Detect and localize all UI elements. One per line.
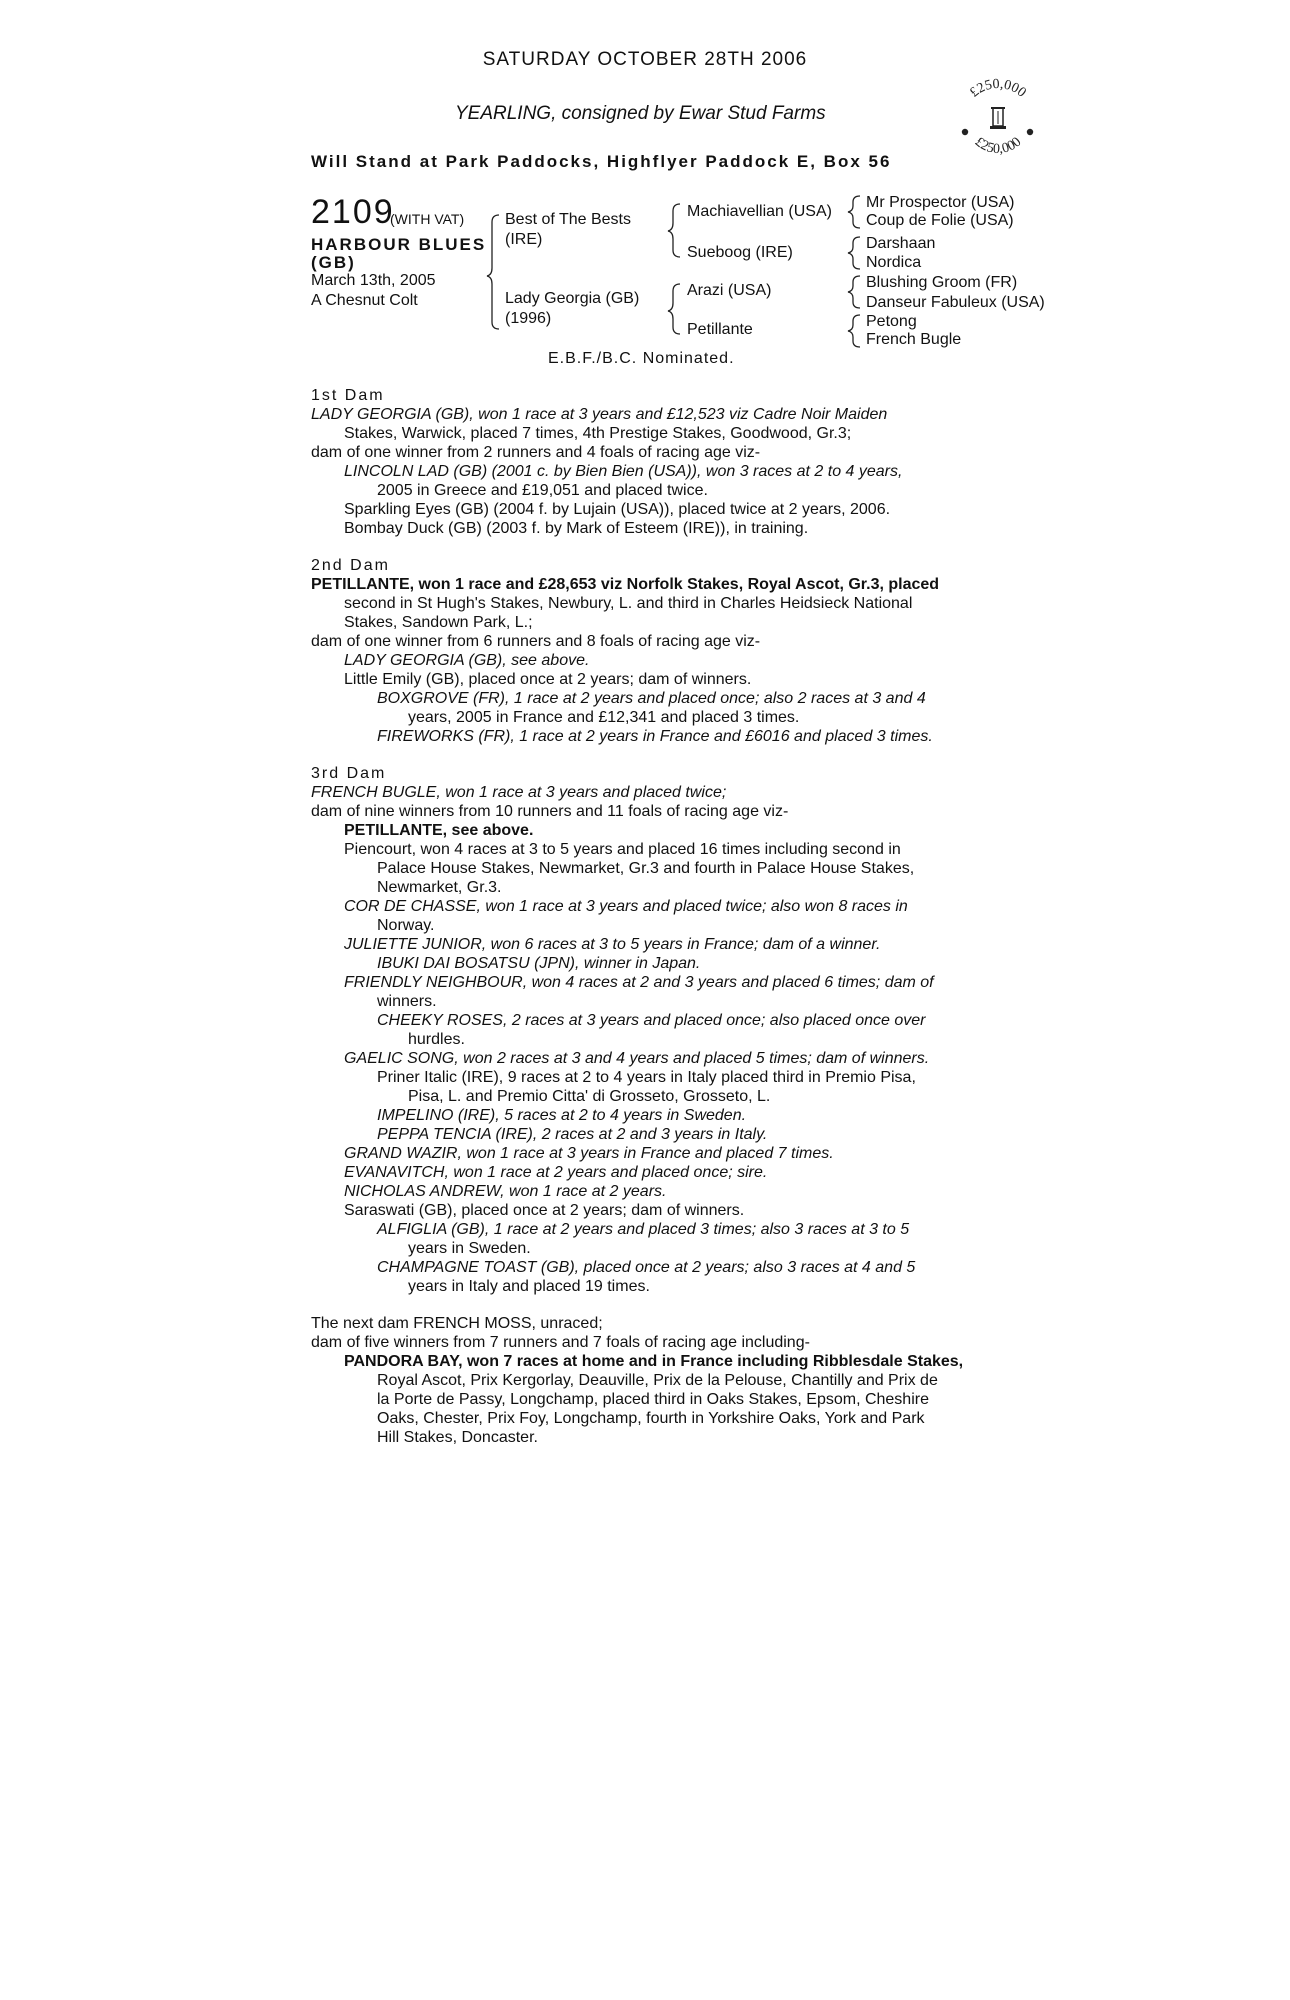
first-dam-line: LINCOLN LAD (GB) (2001 c. by Bien Bien (USA)), won 3 races at 2 to 4 years, [344, 463, 903, 480]
second-dam-line: years, 2005 in France and £12,341 and placed 3 times. [408, 709, 800, 726]
next-dam-line: PANDORA BAY, won 7 races at home and in France including Ribblesdale Stakes, [344, 1353, 964, 1370]
dam-dam-dam: French Bugle [866, 331, 962, 348]
third-dam-line: years in Sweden. [408, 1240, 531, 1257]
sire-sire-dam: Coup de Folie (USA) [866, 212, 1014, 229]
third-dam-line: IMPELINO (IRE), 5 races at 2 to 4 years in Sweden. [377, 1107, 747, 1124]
horse-country: (GB) [311, 253, 356, 272]
horse-name: HARBOUR BLUES [311, 235, 487, 254]
second-dam-line: LADY GEORGIA (GB), see above. [344, 652, 590, 669]
third-dam-line: IBUKI DAI BOSATSU (JPN), winner in Japan. [377, 955, 701, 972]
dam-dam-sire: Petong [866, 313, 917, 330]
third-dam-line: dam of nine winners from 10 runners and 11 foals of racing age viz- [311, 803, 789, 820]
third-dam-line: ALFIGLIA (GB), 1 race at 2 years and placed 3 times; also 3 races at 3 to 5 [377, 1221, 910, 1238]
third-dam-line: winners. [377, 993, 437, 1010]
next-dam-line: dam of five winners from 7 runners and 7 foals of racing age including- [311, 1334, 810, 1351]
pedigree-brackets [0, 0, 1290, 400]
dam-sire: Arazi (USA) [687, 282, 772, 299]
dam-sire-dam: Danseur Fabuleux (USA) [866, 294, 1045, 311]
second-dam-line: second in St Hugh's Stakes, Newbury, L. and third in Charles Heidsieck National [344, 595, 913, 612]
sire-sire: Machiavellian (USA) [687, 203, 832, 220]
vat-note: (WITH VAT) [390, 211, 465, 227]
sire-dam: Sueboog (IRE) [687, 244, 793, 261]
third-dam-line: CHAMPAGNE TOAST (GB), placed once at 2 years; also 3 races at 4 and 5 [377, 1259, 916, 1276]
second-dam-line: PETILLANTE, won 1 race and £28,653 viz Norfolk Stakes, Royal Ascot, Gr.3, placed [311, 576, 940, 593]
horse-description: A Chesnut Colt [311, 292, 418, 309]
consignment-line: YEARLING, consigned by Ewar Stud Farms [455, 103, 826, 124]
first-dam-heading: 1st Dam [311, 387, 385, 404]
third-dam-line: Priner Italic (IRE), 9 races at 2 to 4 years in Italy placed third in Premio Pisa, [377, 1069, 916, 1086]
third-dam-line: Piencourt, won 4 races at 3 to 5 years and placed 16 times including second in [344, 841, 901, 858]
sire-sire-sire: Mr Prospector (USA) [866, 194, 1015, 211]
third-dam-line: GAELIC SONG, won 2 races at 3 and 4 years and placed 5 times; dam of winners. [344, 1050, 930, 1067]
first-dam-line: dam of one winner from 2 runners and 4 foals of racing age viz- [311, 444, 761, 461]
foaling-date: March 13th, 2005 [311, 272, 436, 289]
next-dam-line: Hill Stakes, Doncaster. [377, 1429, 538, 1446]
sire-name: Best of The Bests [505, 211, 631, 228]
sire-country: (IRE) [505, 231, 543, 248]
first-dam-line: Stakes, Warwick, placed 7 times, 4th Prestige Stakes, Goodwood, Gr.3; [344, 425, 852, 442]
first-dam-line: Sparkling Eyes (GB) (2004 f. by Lujain (USA)), placed twice at 2 years, 2006. [344, 501, 891, 518]
next-dam-line: The next dam FRENCH MOSS, unraced; [311, 1315, 603, 1332]
second-dam-line: dam of one winner from 6 runners and 8 foals of racing age viz- [311, 633, 761, 650]
second-dam-line: Stakes, Sandown Park, L.; [344, 614, 533, 631]
third-dam-line: Newmarket, Gr.3. [377, 879, 502, 896]
third-dam-line: Palace House Stakes, Newmarket, Gr.3 and fourth in Palace House Stakes, [377, 860, 915, 877]
stand-location: Will Stand at Park Paddocks, Highflyer Paddock E, Box 56 [311, 152, 892, 171]
third-dam-line: Saraswati (GB), placed once at 2 years; dam of winners. [344, 1202, 745, 1219]
third-dam-line: EVANAVITCH, won 1 race at 2 years and placed once; sire. [344, 1164, 768, 1181]
sale-date: SATURDAY OCTOBER 28TH 2006 [482, 49, 808, 70]
third-dam-line: Pisa, L. and Premio Citta' di Grosseto, Grosseto, L. [408, 1088, 771, 1105]
third-dam-line: PEPPA TENCIA (IRE), 2 races at 2 and 3 years in Italy. [377, 1126, 768, 1143]
third-dam-line: COR DE CHASSE, won 1 race at 3 years and placed twice; also won 8 races in [344, 898, 908, 915]
third-dam-line: PETILLANTE, see above. [344, 822, 534, 839]
dam-dam: Petillante [687, 321, 753, 338]
second-dam-line: Little Emily (GB), placed once at 2 years; dam of winners. [344, 671, 752, 688]
third-dam-line: FRENCH BUGLE, won 1 race at 3 years and placed twice; [311, 784, 727, 801]
seal-bottom-text: £250,000 [971, 134, 1025, 158]
first-dam-line: LADY GEORGIA (GB), won 1 race at 3 years and £12,523 viz Cadre Noir Maiden [311, 406, 888, 423]
dam-name: Lady Georgia (GB) [505, 290, 640, 307]
dam-year: (1996) [505, 310, 552, 327]
first-dam-line: Bombay Duck (GB) (2003 f. by Mark of Esteem (IRE)), in training. [344, 520, 809, 537]
next-dam-line: Oaks, Chester, Prix Foy, Longchamp, fourth in Yorkshire Oaks, York and Park [377, 1410, 925, 1427]
third-dam-line: hurdles. [408, 1031, 465, 1048]
third-dam-line: FRIENDLY NEIGHBOUR, won 4 races at 2 and 3 years and placed 6 times; dam of [344, 974, 934, 991]
nomination-note: E.B.F./B.C. Nominated. [548, 350, 735, 367]
third-dam-line: Norway. [377, 917, 435, 934]
third-dam-line: GRAND WAZIR, won 1 race at 3 years in France and placed 7 times. [344, 1145, 834, 1162]
next-dam-line: la Porte de Passy, Longchamp, placed third in Oaks Stakes, Epsom, Cheshire [377, 1391, 929, 1408]
third-dam-line: NICHOLAS ANDREW, won 1 race at 2 years. [344, 1183, 667, 1200]
third-dam-heading: 3rd Dam [311, 765, 387, 782]
third-dam-line: JULIETTE JUNIOR, won 6 races at 3 to 5 years in France; dam of a winner. [344, 936, 881, 953]
third-dam-line: CHEEKY ROSES, 2 races at 3 years and placed once; also placed once over [377, 1012, 926, 1029]
first-dam-line: 2005 in Greece and £19,051 and placed twice. [377, 482, 708, 499]
sire-dam-sire: Darshaan [866, 235, 936, 252]
sire-dam-dam: Nordica [866, 254, 922, 271]
seal-top-text: £250,000 [967, 76, 1029, 101]
third-dam-line: years in Italy and placed 19 times. [408, 1278, 650, 1295]
lot-number: 2109 [311, 193, 395, 231]
next-dam-line: Royal Ascot, Prix Kergorlay, Deauville, Prix de la Pelouse, Chantilly and Prix de [377, 1372, 938, 1389]
second-dam-line: FIREWORKS (FR), 1 race at 2 years in France and £6016 and placed 3 times. [377, 728, 933, 745]
second-dam-heading: 2nd Dam [311, 557, 390, 574]
second-dam-line: BOXGROVE (FR), 1 race at 2 years and placed once; also 2 races at 3 and 4 [377, 690, 926, 707]
dam-sire-sire: Blushing Groom (FR) [866, 274, 1018, 291]
